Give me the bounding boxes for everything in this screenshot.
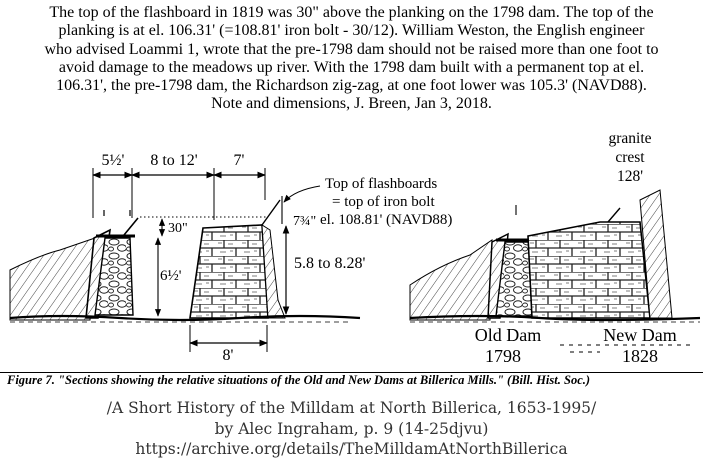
left-section [10,152,452,364]
dim-old-dam-height: 6½' [160,268,182,284]
flashboard-label-line-1: Top of flashboards [325,176,438,192]
old-dam-year: 1798 [485,346,521,366]
dim-gap-between-dams: 8 to 12' [150,152,198,169]
granite-label-line-1: granite [608,130,652,147]
source-author: by Alec Ingraham, p. 9 (14-25djvu) [214,419,489,438]
old-dam-label: Old Dam [474,325,542,345]
right-section [410,130,700,366]
granite-label-line-2: crest [615,149,645,166]
new-dam-year: 1828 [622,346,658,366]
new-dam-masonry [190,225,268,318]
dim-new-dam-height: 5.8 to 8.28' [294,255,366,272]
note-line: Note and dimensions, J. Breen, Jan 3, 2018. [211,95,492,113]
dim-new-dam-base: 8' [222,347,234,364]
note-line: planking is at el. 106.31' (=108.81' iron bolt - 30/12). William Weston, the English engineer [58,22,645,40]
note-line: The top of the flashboard in 1819 was 30" above the planking on the 1798 dam. The top of the [49,4,654,21]
source-title: /A Short History of the Milldam at North Billerica, 1653-1995/ [106,399,597,417]
note-line: avoid damage to the meadows up river. With the 1798 dam built with a permanent top at el. [58,58,645,76]
right-embankment [410,240,492,320]
left-embankment [10,238,95,320]
dim-width-new-dam-top: 7' [233,152,245,169]
dim-width-old-dam: 5½' [101,152,125,169]
new-dam-label: New Dam [603,325,677,345]
granite-label-line-3: 128' [616,168,644,185]
dim-7-three-quarter-in: 7¾" [293,214,317,229]
new-dam-1828-section [528,222,650,318]
note-line: who advised Loammi 1, wrote that the pre-1798 dam should not be raised more than one foot to [44,40,659,58]
flashboard-label-line-3: el. 108.81' (NAVD88) [320,212,453,228]
flashboard-label-line-2: = top of iron bolt [332,194,435,210]
figure-caption [0,372,703,394]
source-citation [0,398,703,460]
dim-flashboard-30in: 30" [168,221,188,236]
note-line: 106.31', the pre-1798 dam, the Richardson zig-zag, at one foot lower was 105.3' (NAVD88). [56,77,647,95]
figure-caption-text: Figure 7. "Sections showing the relative situations of the Old and New Dams at Billerica Mills." (Bill. Hist. Soc.) [7,373,591,387]
source-url: https://archive.org/details/TheMilldamAtNorthBillerica [135,440,568,458]
